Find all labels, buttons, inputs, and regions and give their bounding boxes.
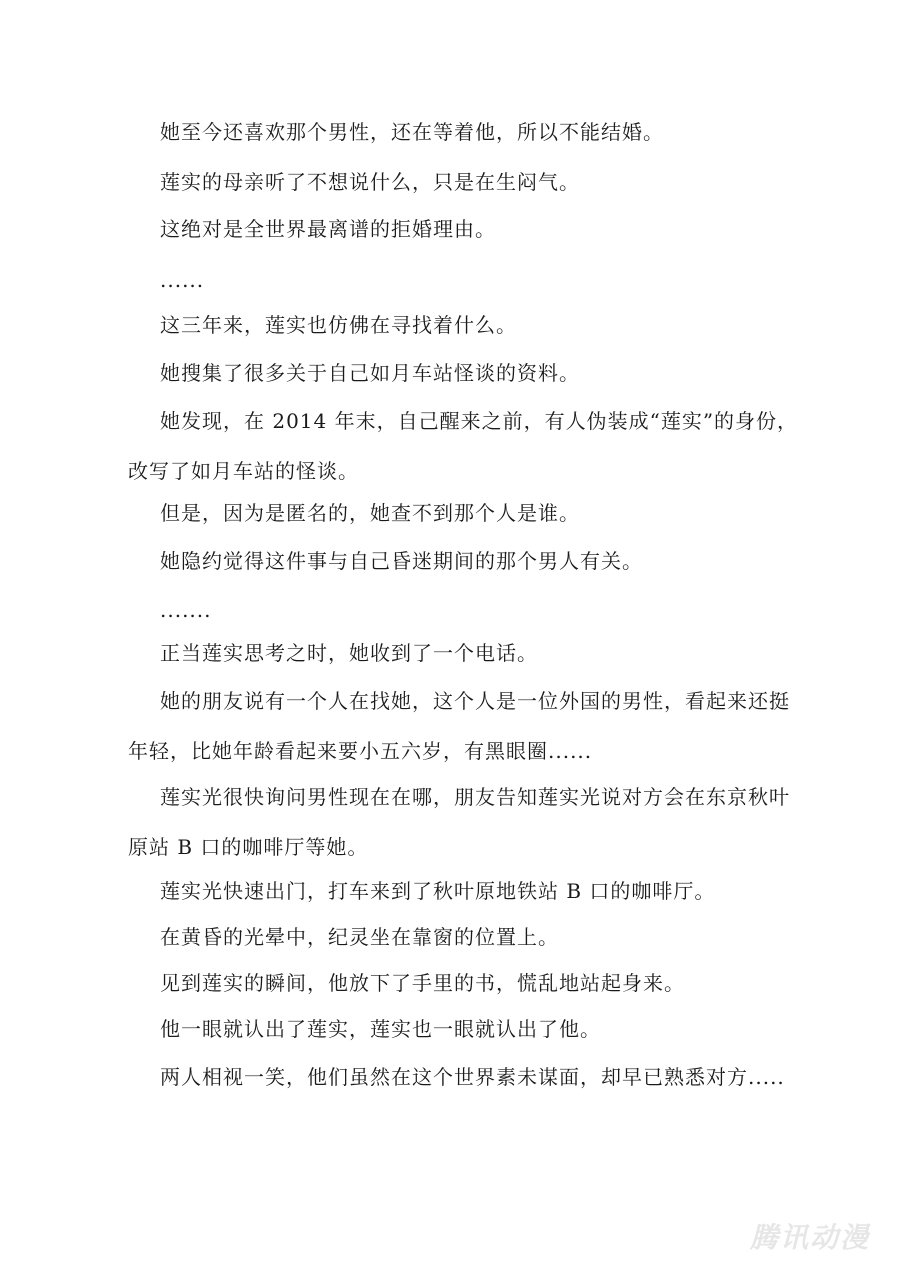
paragraph: 这绝对是全世界最离谱的拒婚理由。 (160, 217, 496, 241)
paragraph: 在黄昏的光晕中，纪灵坐在靠窗的位置上。 (160, 925, 559, 949)
paragraph: 他一眼就认出了莲实，莲实也一眼就认出了他。 (160, 1017, 601, 1041)
paragraph: 莲实光很快询问男性现在在哪，朋友告知莲实光说对方会在东京秋叶原站 B 口的咖啡厅等她。 (128, 785, 790, 859)
paragraph: 见到莲实的瞬间，他放下了手里的书，慌乱地站起身来。 (160, 971, 685, 995)
paragraph: 但是，因为是匿名的，她查不到那个人是谁。 (160, 501, 580, 525)
paragraph: 莲实的母亲听了不想说什么，只是在生闷气。 (160, 170, 580, 194)
paragraph: 她发现，在 2014 年末，自己醒来之前，有人伪装成“莲实”的身份，改写了如月车站的怪谈。 (128, 409, 799, 483)
ellipsis-separator: ....... (160, 598, 212, 622)
paragraph: 她隐约觉得这件事与自己昏迷期间的那个男人有关。 (160, 549, 643, 573)
watermark-logo (740, 1218, 880, 1258)
paragraph: 她至今还喜欢那个男性，还在等着他，所以不能结婚。 (160, 120, 664, 144)
paragraph: 正当莲实思考之时，她收到了一个电话。 (160, 641, 538, 665)
ellipsis-separator: ...... (160, 268, 205, 292)
watermark-text: 腾讯动漫 (749, 1221, 870, 1254)
paragraph: 她搜集了很多关于自己如月车站怪谈的资料。 (160, 361, 580, 385)
paragraph: 莲实光快速出门，打车来到了秋叶原地铁站 B 口的咖啡厅。 (160, 879, 716, 903)
paragraph: 这三年来，莲实也仿佛在寻找着什么。 (160, 313, 517, 337)
paragraph: 她的朋友说有一个人在找她，这个人是一位外国的男性，看起来还挺年轻，比她年龄看起来要小五六岁，有黑眼圈...... (128, 689, 790, 763)
paragraph: 两人相视一笑，他们虽然在这个世界素未谋面，却早已熟悉对方..... (160, 1065, 785, 1089)
